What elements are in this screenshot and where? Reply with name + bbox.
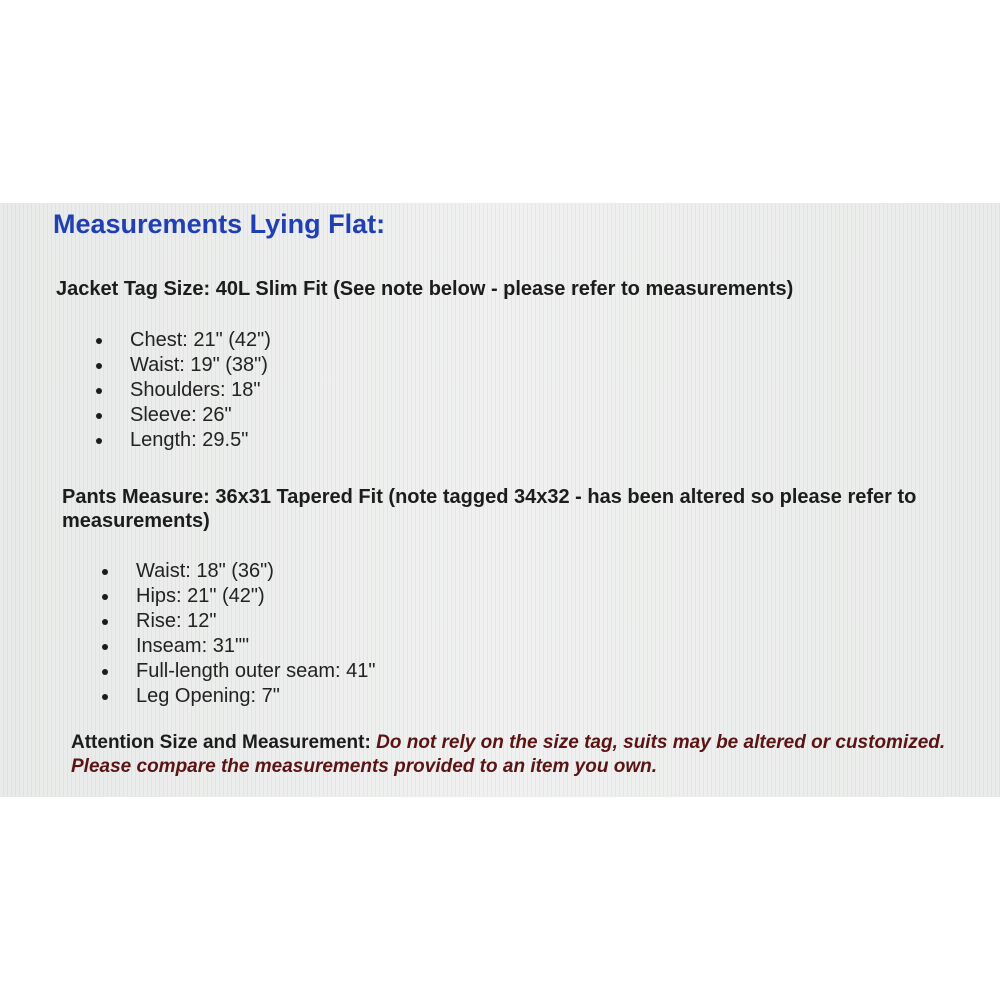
bullet-icon	[96, 438, 102, 444]
list-item: Leg Opening: 7"	[136, 684, 375, 709]
bullet-icon	[102, 694, 108, 700]
attention-warning-text: Do not rely on the size tag, suits may be altered or customized. Please compare the measurements provided to an item you own.	[71, 732, 946, 777]
bullet-icon	[96, 338, 102, 344]
list-item: Length: 29.5"	[130, 428, 271, 453]
bullet-icon	[102, 594, 108, 600]
bullet-icon	[96, 363, 102, 369]
list-item: Shoulders: 18"	[130, 378, 271, 403]
pants-measurements-list	[136, 559, 375, 709]
list-item: Rise: 12"	[136, 609, 375, 634]
list-item: Waist: 19" (38")	[130, 353, 271, 378]
jacket-measurements-list	[130, 328, 271, 453]
bullet-icon	[102, 569, 108, 575]
attention-note	[71, 731, 971, 779]
list-item: Inseam: 31""	[136, 634, 375, 659]
attention-label: Attention Size and Measurement:	[71, 732, 371, 753]
bullet-icon	[102, 619, 108, 625]
list-item: Waist: 18" (36")	[136, 559, 375, 584]
list-item: Sleeve: 26"	[130, 403, 271, 428]
list-item: Chest: 21" (42")	[130, 328, 271, 353]
jacket-heading: Jacket Tag Size: 40L Slim Fit (See note below - please refer to measurements)	[56, 278, 794, 300]
bullet-icon	[96, 413, 102, 419]
pants-heading: Pants Measure: 36x31 Tapered Fit (note tagged 34x32 - has been altered so please refer to measurements)	[62, 486, 917, 532]
monitor-screen	[0, 203, 1000, 797]
list-item: Hips: 21" (42")	[136, 584, 375, 609]
page-title: Measurements Lying Flat:	[53, 209, 386, 239]
bullet-icon	[96, 388, 102, 394]
bullet-icon	[102, 669, 108, 675]
bullet-icon	[102, 644, 108, 650]
list-item: Full-length outer seam: 41"	[136, 659, 375, 684]
